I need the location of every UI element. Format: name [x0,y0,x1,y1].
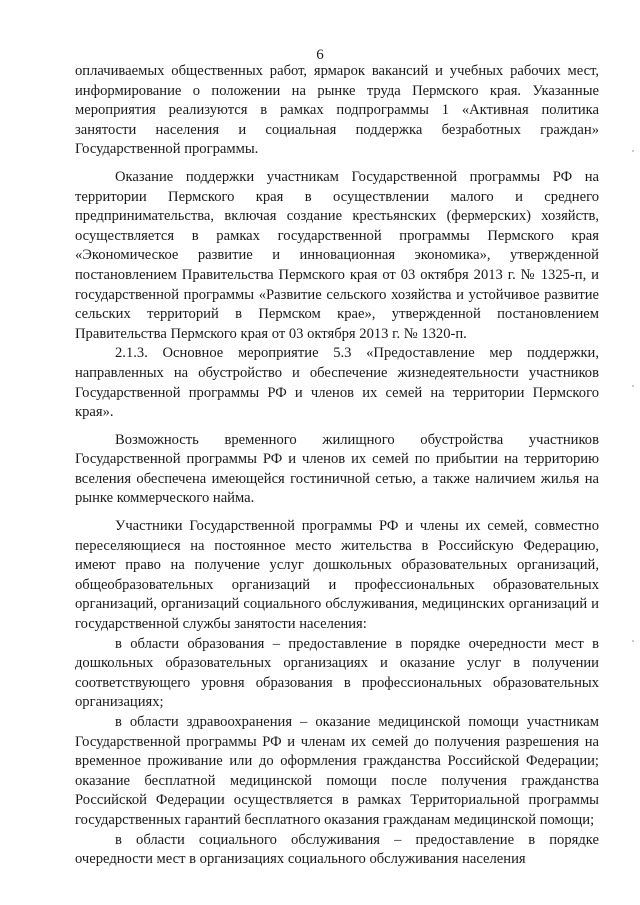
scan-mark [632,385,634,387]
document-body [75,62,599,870]
page-number: 6 [316,47,324,63]
paragraph-section-2-1-3: 2.1.3. Основное мероприятие 5.3 «Предоставление мер поддержки, направленных на обустройство и обеспечение жизнедеятельности участников Государственной программы РФ и членов их семей на территории Пермского края». [75,345,599,421]
paragraph-participant-rights: Участники Государственной программы РФ и члены их семей, совместно переселяющиеся на постоянное место жительства в Российскую Федерацию, имеют право на получение услуг дошкольных образовательных организаций, общеобразовательных организаций и профессиональных образовательных организаций, организаций социального обслуживания, медицинских организаций и государственной службы занятости населения: [75,518,599,633]
paragraph-employment-measures: оплачиваемых общественных работ, ярмарок вакансий и учебных рабочих мест, информирование о положении на рынке труда Пермского края. Указанные мероприятия реализуются в рамках подпрограммы 1 «Активная политика занятости населения и социальная поддержка безработных граждан» Государственной программы. [75,63,599,158]
paragraph-healthcare: в области здравоохранения – оказание медицинской помощи участникам Государственной программы РФ и членам их семей до получения разрешения на временное проживание или до оформления гражданства Российской Федерации; оказание бесплатной медицинской помощи после получения гражданства Российской Федерации осуществляется в рамках Территориальной программы государственных гарантий бесплатного оказания гражданам медицинской помощи; [75,714,599,828]
scan-mark [632,640,634,642]
paragraph-business-support: Оказание поддержки участникам Государственной программы РФ на территории Пермского края в осуществлении малого и среднего предпринимательства, включая создание крестьянских (фермерских) хозяйств, осуществляется в рамках государственной программы Пермского края «Экономическое развитие и инновационная экономика», утвержденной постановлением Правительства Пермского края от 03 октября 2013 г. № 1325-п, и государственной программы «Развитие сельского хозяйства и устойчивое развитие сельских территорий в Пермском крае», утвержденной постановлением Правительства Пермского края от 03 октября 2013 г. № 1320-п. [75,168,599,342]
scan-mark [632,150,634,152]
paragraph-education: в области образования – предоставление в порядке очередности мест в дошкольных образовательных организациях и оказание услуг в получении соответствующего уровня образования в профессиональных образовательных организациях; [75,635,599,711]
paragraph-social-services: в области социального обслуживания – предоставление в порядке очередности мест в организациях социального обслуживания населения [75,831,599,868]
paragraph-temporary-housing: Возможность временного жилищного обустройства участников Государственной программы РФ и членов их семей по прибытии на территорию вселения обеспечена имеющейся гостиничной сетью, а также наличием жилья на рынке коммерческого найма. [75,431,599,507]
